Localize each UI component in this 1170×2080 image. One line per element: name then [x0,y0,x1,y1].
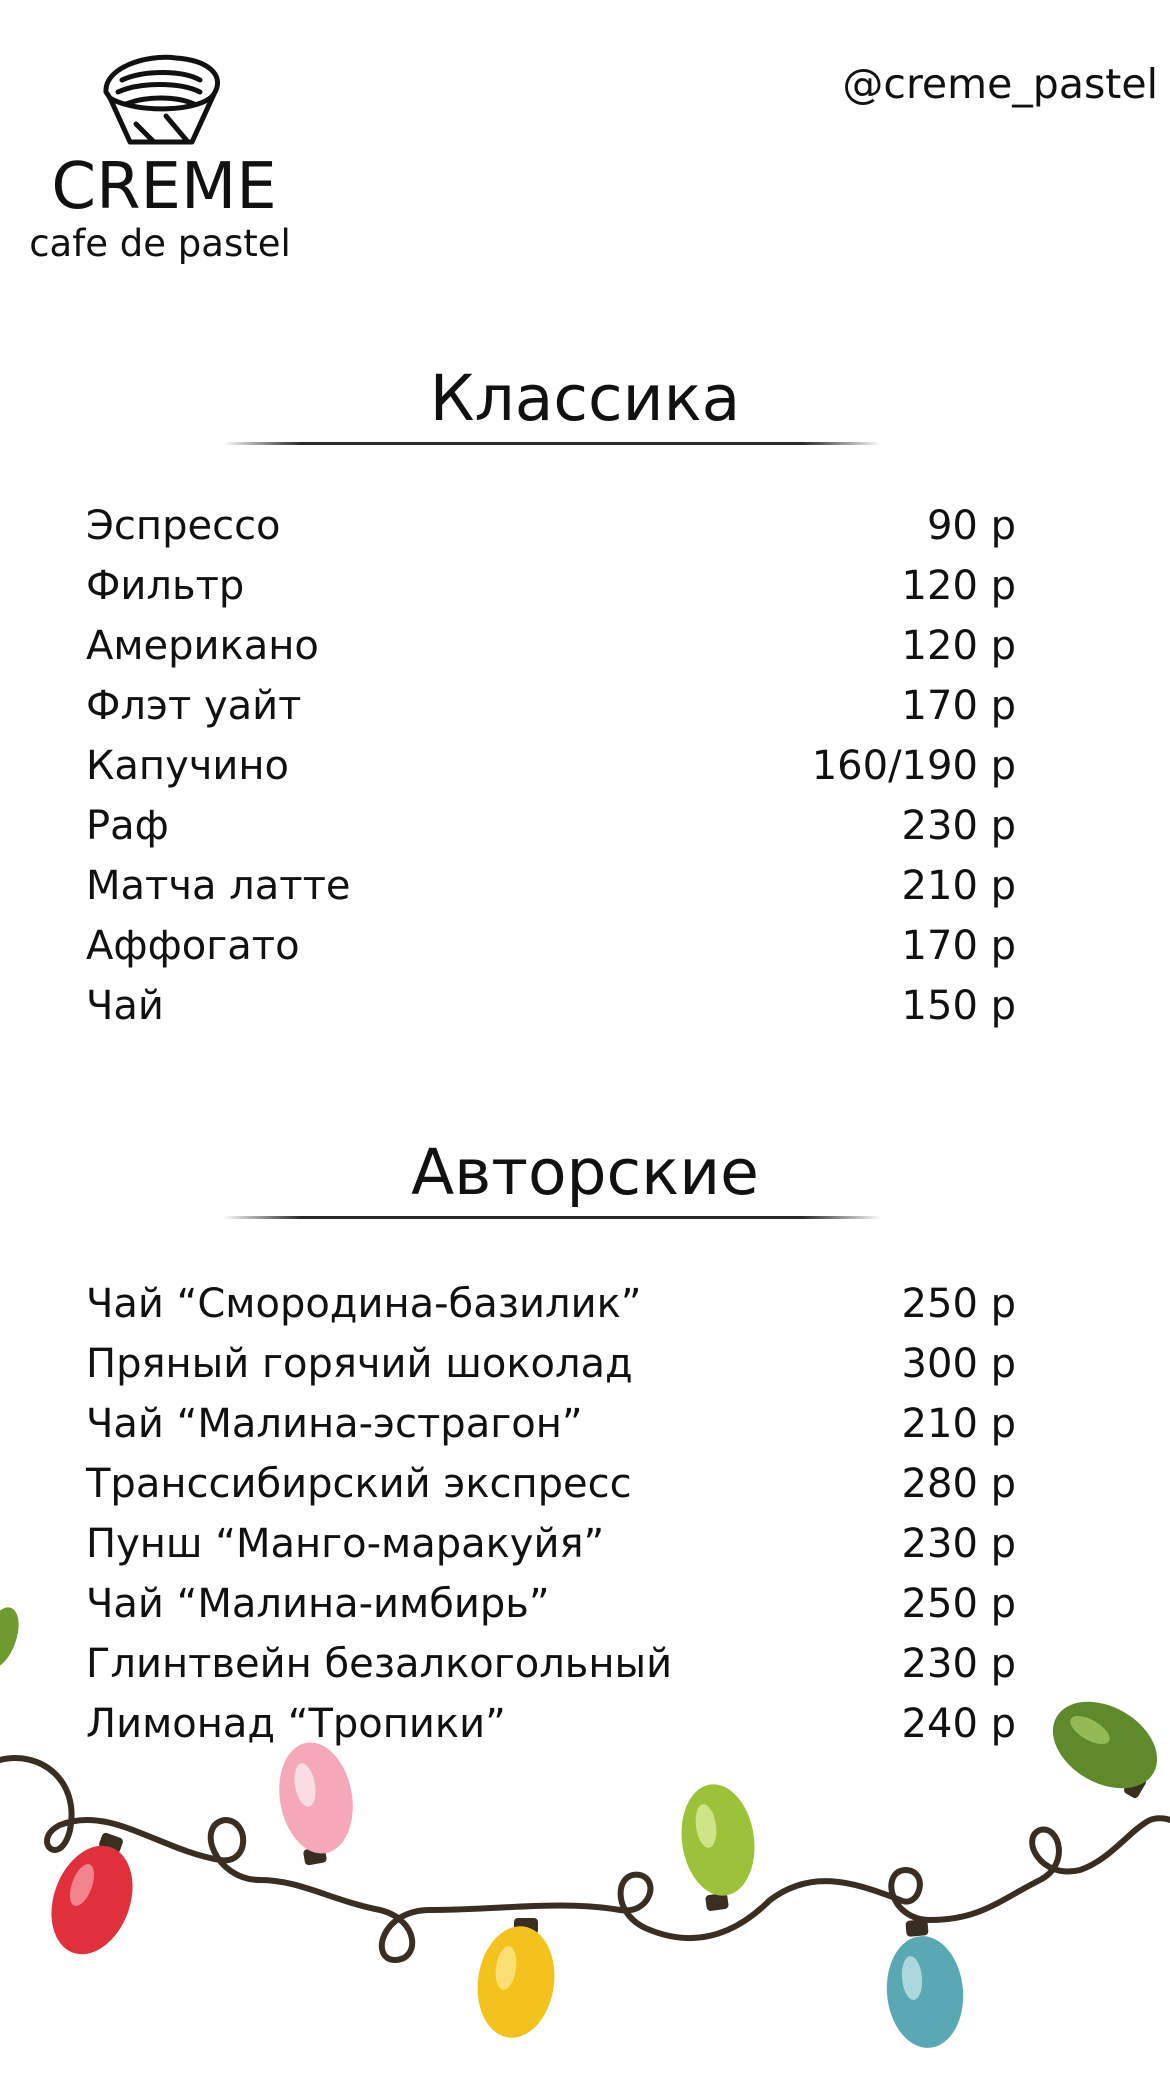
item-name: Аффогато [86,923,300,969]
bulb-green-dark [1038,1684,1170,1806]
lights-wire [0,1758,1170,1960]
item-price: 170 р [901,683,1016,729]
menu-item [86,916,1016,976]
bulb-yellow [471,1918,562,2043]
menu-item [86,1514,1016,1574]
menu-item [86,1394,1016,1454]
item-price: 230 р [901,1641,1016,1687]
item-name: Фильтр [86,563,245,609]
item-name: Эспрессо [86,503,281,549]
item-price: 120 р [901,563,1016,609]
menu-item [86,1334,1016,1394]
item-name: Пунш “Манго-маракуйя” [86,1521,605,1567]
item-price: 90 р [926,503,1016,549]
bulb-teal [882,1919,967,2051]
menu-list-classic [86,496,1016,1036]
menu-item [86,496,1016,556]
item-price: 250 р [901,1581,1016,1627]
item-price: 230 р [901,1521,1016,1567]
item-name: Чай [86,983,164,1029]
item-price: 160/190 р [811,743,1016,789]
item-price: 300 р [901,1341,1016,1387]
brand-name: CREME [51,150,277,224]
menu-item [86,556,1016,616]
bulb-green-light [675,1780,762,1912]
social-handle[interactable]: @creme_pastel [842,60,1158,108]
item-name: Пряный горячий шоколад [86,1341,633,1387]
menu-item [86,676,1016,736]
item-price: 210 р [901,1401,1016,1447]
item-name: Флэт уайт [86,683,302,729]
bulb-green-edge [0,1602,26,1673]
item-price: 150 р [901,983,1016,1029]
item-price: 120 р [901,623,1016,669]
section-title-signature: Авторские [411,1136,759,1209]
item-name: Чай “Смородина-базилик” [86,1281,642,1327]
item-price: 280 р [901,1461,1016,1507]
item-name: Раф [86,803,169,849]
item-price: 240 р [901,1701,1016,1747]
menu-item [86,796,1016,856]
item-name: Транссибирский экспресс [86,1461,632,1507]
bulb-pink [271,1737,361,1866]
item-name: Капучино [86,743,289,789]
menu-item [86,856,1016,916]
menu-item [86,976,1016,1036]
item-price: 230 р [901,803,1016,849]
item-name: Лимонад “Тропики” [86,1701,506,1747]
menu-item [86,1454,1016,1514]
item-name: Американо [86,623,319,669]
section-divider [222,442,882,445]
string-lights-icon [0,1580,1170,2080]
section-title-classic: Классика [429,362,741,435]
item-name: Матча латте [86,863,351,909]
menu-item [86,616,1016,676]
item-price: 170 р [901,923,1016,969]
item-price: 250 р [901,1281,1016,1327]
item-name: Чай “Малина-эстрагон” [86,1401,583,1447]
menu-item [86,736,1016,796]
item-name: Глинтвейн безалкогольный [86,1641,673,1687]
brand-tagline: cafe de pastel [29,222,291,265]
cake-logo-icon [96,50,236,150]
item-price: 210 р [901,863,1016,909]
menu-item [86,1274,1016,1334]
section-divider [222,1216,882,1219]
item-name: Чай “Малина-имбирь” [86,1581,550,1627]
